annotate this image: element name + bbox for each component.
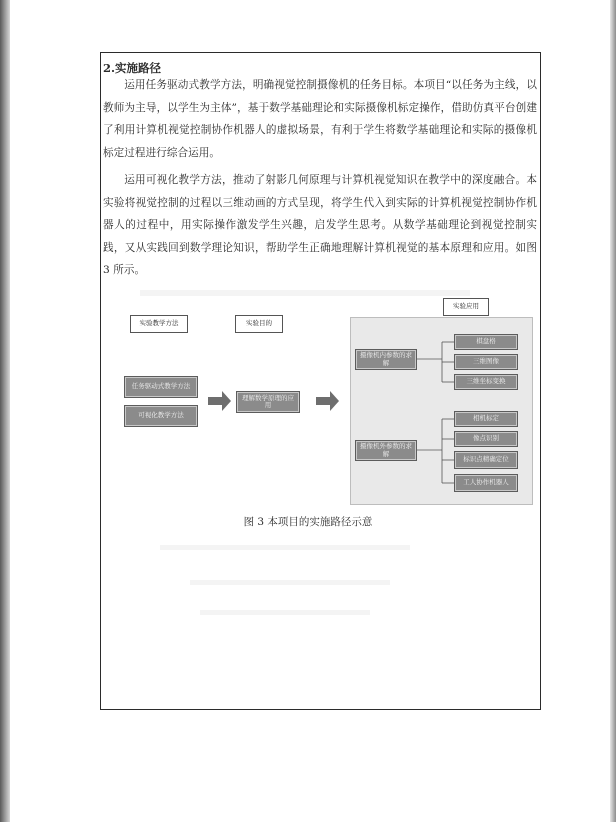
extrinsic-item-localization: 标识点精确定位 xyxy=(454,451,518,469)
col1-header: 实验教学方法 xyxy=(130,315,188,333)
figure-caption: 图 3 本项目的实施路径示意 xyxy=(243,516,373,528)
paragraph-visualization: 运用可视化教学方法，推动了射影几何原理与计算机视觉知识在教学中的深度融合。本实验将视觉控制的过程以三维动画的方式呈现，将学生代入到实际的计算机视觉控制协作机器人的过程中，用实际操作激发学生兴趣，启发学生思考。从数学基础理论到视觉控制实践，又从实践回到数学理论知识，帮助学生正确地理解计算机视觉的基本原理和应用。如图 3 所示。 xyxy=(103,174,537,276)
extrinsic-item-point-recognition: 像点识别 xyxy=(454,431,518,447)
col2-header: 实验目的 xyxy=(235,315,283,333)
group-box-extrinsic: 摄像机外参数的求解 xyxy=(355,440,417,461)
paragraph-task-driven: 运用任务驱动式教学方法，明确视觉控制摄像机的任务目标。本项目“以任务为主线，以教师为主导，以学生为主体”，基于数学基础理论和实际摄像机标定操作，借助仿真平台创建了利用计算机视觉控制协作机器人的虚拟场景，有利于学生将数学基础理论和实际的摄像机标定过程进行综合运用。 xyxy=(103,79,537,159)
intrinsic-item-checkerboard: 棋盘格 xyxy=(454,334,518,350)
method-box-task-driven: 任务驱动式教学方法 xyxy=(124,376,198,398)
extrinsic-item-calibration: 相机标定 xyxy=(454,411,518,427)
intrinsic-item-3d-image: 三维图像 xyxy=(454,354,518,370)
section-heading: 2.实施路径 xyxy=(103,61,162,75)
group-box-intrinsic: 摄像机内参数的求解 xyxy=(355,349,417,370)
purpose-box: 理解数学原理的应用 xyxy=(236,391,300,413)
scan-shadow-right xyxy=(610,0,616,822)
col3-header: 实验应用 xyxy=(443,298,489,316)
scan-shadow-left xyxy=(0,0,10,822)
intrinsic-item-transform: 三维坐标变换 xyxy=(454,374,518,390)
method-box-visualization: 可视化教学方法 xyxy=(124,405,198,427)
extrinsic-item-robot: 工人协作机器人 xyxy=(454,474,518,492)
